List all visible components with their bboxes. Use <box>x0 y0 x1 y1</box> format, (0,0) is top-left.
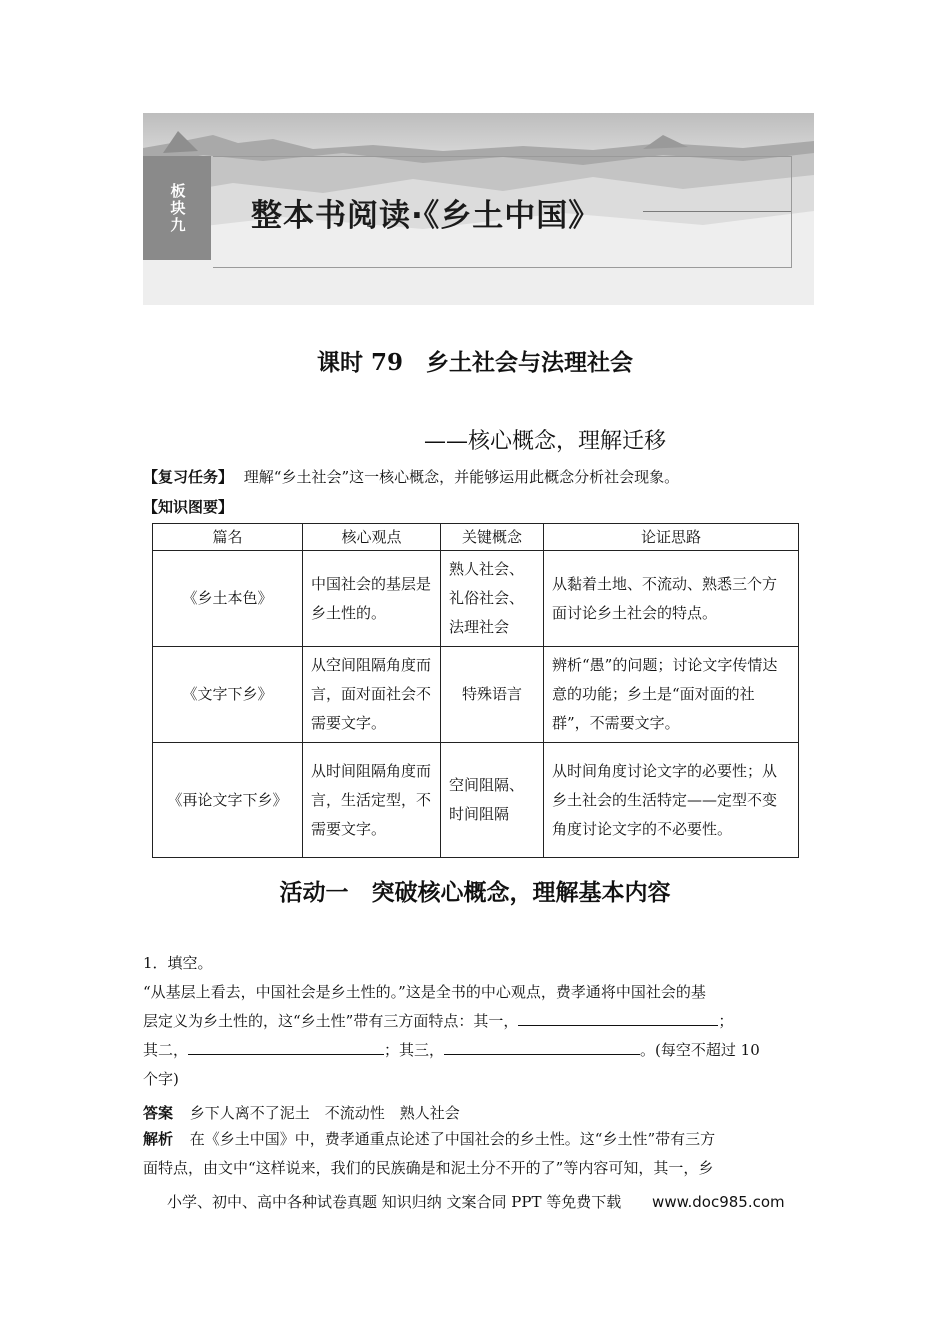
table-row <box>153 743 799 858</box>
question-line <box>143 1007 808 1036</box>
page-footer <box>167 1191 785 1212</box>
table-header: 论证思路 <box>544 524 799 551</box>
analysis-text: 在《乡土中国》中，费孝通重点论述了中国社会的乡土性。这“乡土性”带有三方 <box>189 1130 716 1148</box>
table-header-row <box>153 524 799 551</box>
lesson-subtitle: ——核心概念，理解迁移 <box>424 429 667 454</box>
question-line-text: 。(每空不超过 10 <box>640 1041 760 1059</box>
answer-label: 答案 <box>143 1104 174 1122</box>
question-line-text: 层定义为乡土性的，这“乡土性”带有三方面特点：其一， <box>143 1012 519 1030</box>
question-line-text: ； <box>718 1012 734 1030</box>
question-line <box>143 1036 808 1065</box>
lesson-title: 课时 79 乡土社会与法理社会 <box>316 349 633 376</box>
question-text <box>143 978 808 1094</box>
review-task-label: 【复习任务】 <box>143 468 234 486</box>
core-view-cell: 从时间阻隔角度而言，生活定型，不需要文字。 <box>303 743 441 858</box>
table-header: 篇名 <box>153 524 303 551</box>
argument-cell: 从时间角度讨论文字的必要性；从乡土社会的生活特定——定型不变角度讨论文字的不必要性。 <box>544 743 799 858</box>
section-tag: 板块九 <box>143 156 211 260</box>
analysis <box>143 1125 808 1183</box>
question-line-text: ；其三， <box>384 1041 445 1059</box>
banner-title: 整本书阅读·《乡土中国》 <box>251 198 601 234</box>
analysis-line: 面特点，由文中“这样说来，我们的民族确是和泥土分不开的了”等内容可知，其一，乡 <box>143 1159 714 1177</box>
key-concept-cell: 空间阻隔、时间阻隔 <box>441 743 544 858</box>
analysis-line <box>143 1125 808 1154</box>
table-row <box>153 647 799 743</box>
review-task-text: 理解“乡土社会”这一核心概念，并能够运用此概念分析社会现象。 <box>243 468 680 486</box>
analysis-label: 解析 <box>143 1130 174 1148</box>
review-task <box>143 466 679 487</box>
answer <box>143 1102 460 1123</box>
key-concept-cell: 熟人社会、礼俗社会、法理社会 <box>441 551 544 647</box>
table-header: 核心观点 <box>303 524 441 551</box>
chapter-title-cell: 《文字下乡》 <box>153 647 303 743</box>
key-concept-cell: 特殊语言 <box>441 647 544 743</box>
section-banner <box>143 113 814 305</box>
footer-text: 小学、初中、高中各种试卷真题 知识归纳 文案合同 PPT 等免费下载 <box>167 1193 622 1211</box>
knowledge-map-label: 【知识图要】 <box>143 498 234 516</box>
answer-text: 乡下人离不了泥土 不流动性 熟人社会 <box>189 1104 460 1122</box>
table-row <box>153 551 799 647</box>
question-number: 1．填空。 <box>143 954 213 972</box>
fill-blank-3[interactable] <box>444 1038 640 1055</box>
argument-cell: 从黏着土地、不流动、熟悉三个方面讨论乡土社会的特点。 <box>544 551 799 647</box>
core-view-cell: 中国社会的基层是乡土性的。 <box>303 551 441 647</box>
knowledge-map-table <box>152 523 799 858</box>
question-line: 个字) <box>143 1070 179 1088</box>
question-line-text: 其二， <box>143 1041 189 1059</box>
argument-cell: 辨析“愚”的问题；讨论文字传情达意的功能；乡土是“面对面的社群”，不需要文字。 <box>544 647 799 743</box>
fill-blank-2[interactable] <box>188 1038 384 1055</box>
activity-title: 活动一 突破核心概念，理解基本内容 <box>279 879 671 906</box>
banner-rule <box>643 211 791 212</box>
fill-blank-1[interactable] <box>518 1009 718 1026</box>
chapter-title-cell: 《再论文字下乡》 <box>153 743 303 858</box>
table-header: 关键概念 <box>441 524 544 551</box>
question-line: “从基层上看去，中国社会是乡土性的。”这是全书的中心观点，费孝通将中国社会的基 <box>143 983 706 1001</box>
footer-link[interactable]: www.doc985.com <box>652 1193 785 1211</box>
core-view-cell: 从空间阻隔角度而言，面对面社会不需要文字。 <box>303 647 441 743</box>
chapter-title-cell: 《乡土本色》 <box>153 551 303 647</box>
